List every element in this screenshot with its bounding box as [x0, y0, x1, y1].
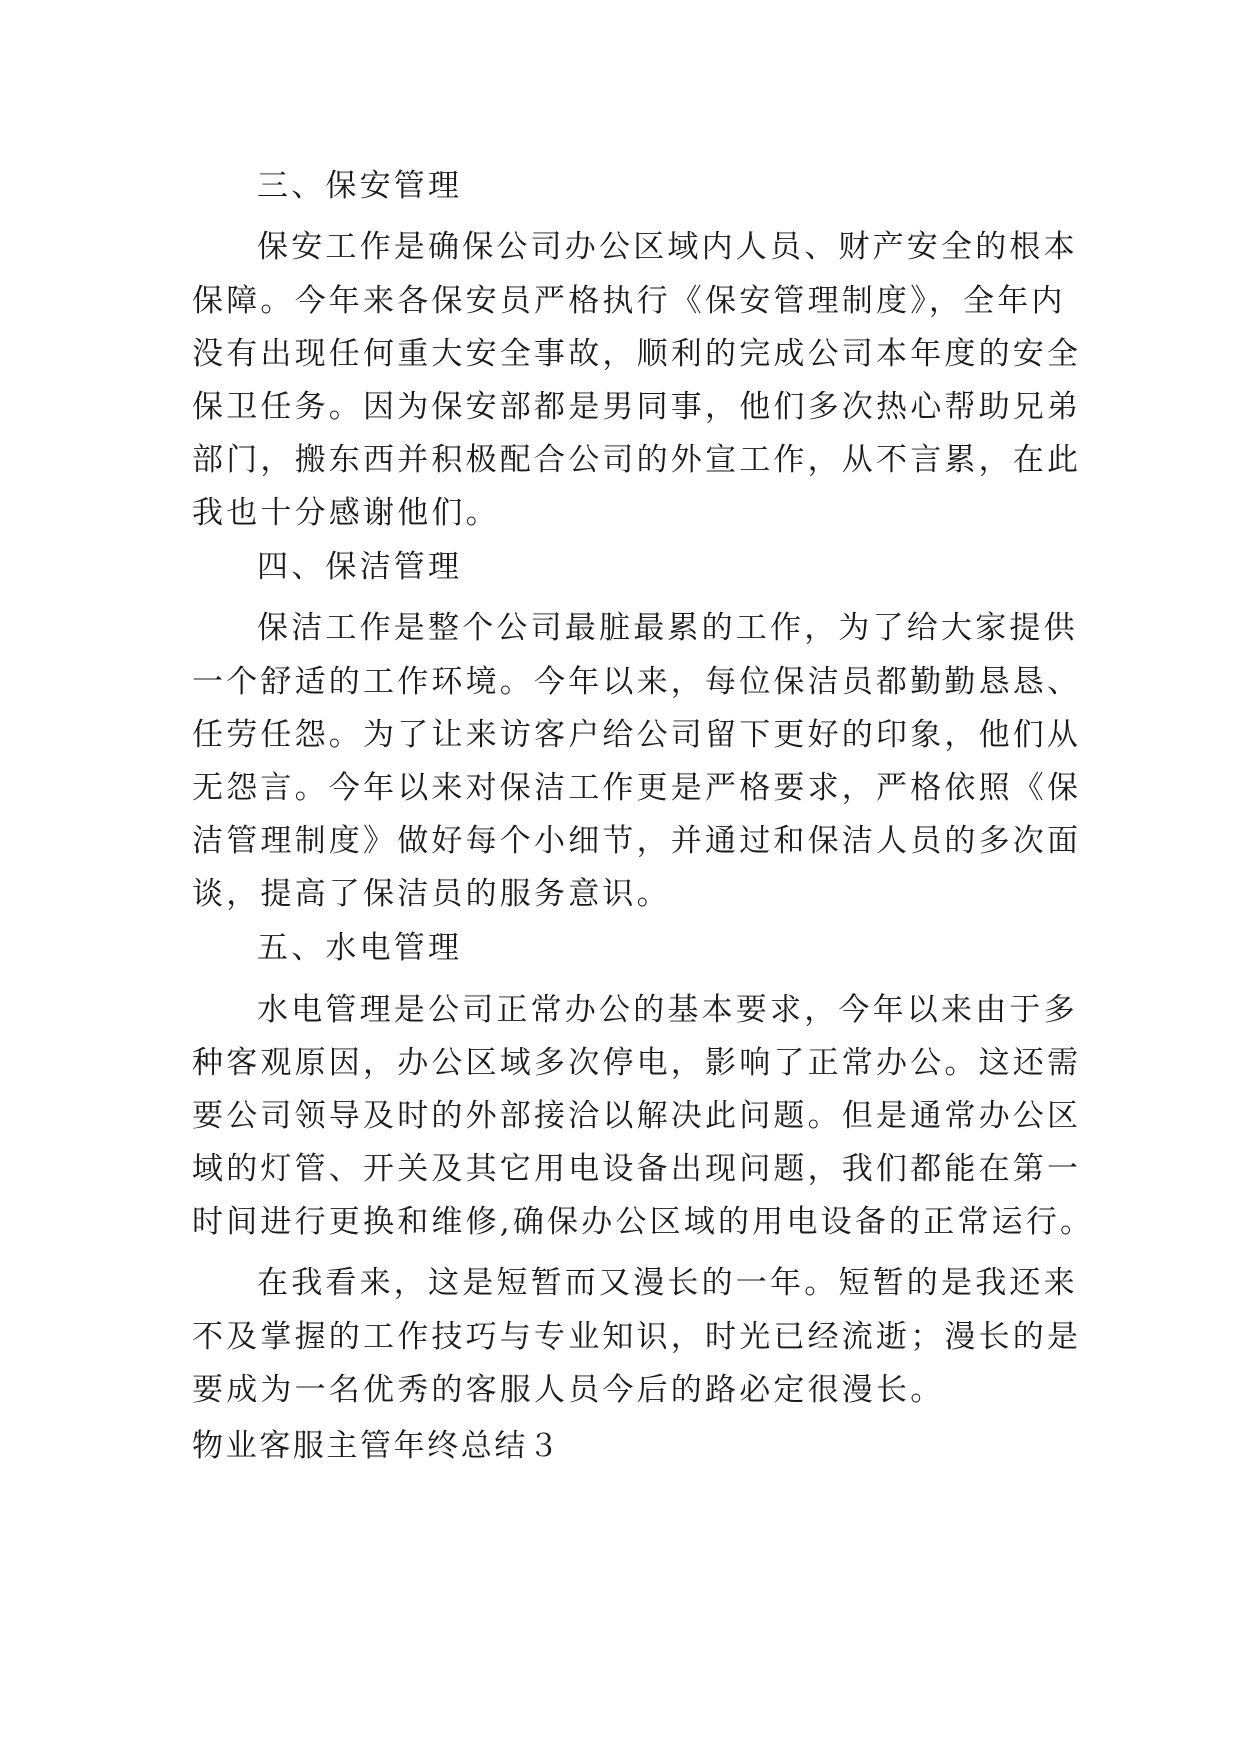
document-title: 物业客服主管年终总结３ — [192, 1428, 562, 1464]
paragraph-line: 保安工作是确保公司办公区域内人员、财产安全的根本 — [257, 229, 1078, 265]
paragraph-line: 时间进行更换和维修,确保办公区域的用电设备的正常运行。 — [192, 1204, 1095, 1240]
paragraph-line: 保洁工作是整个公司最脏最累的工作，为了给大家提供 — [257, 610, 1078, 646]
section-heading-utilities: 五、水电管理 — [257, 930, 463, 966]
paragraph-line: 任劳任怨。为了让来访客户给公司留下更好的印象，他们从 — [192, 717, 1082, 753]
paragraph-line: 无怨言。今年以来对保洁工作更是严格要求，严格依照《保 — [192, 770, 1082, 806]
paragraph-line: 保障。今年来各保安员严格执行《保安管理制度》，全年内 — [192, 283, 1066, 319]
paragraph-line: 保卫任务。因为保安部都是男同事，他们多次热心帮助兄弟 — [192, 389, 1082, 425]
section-heading-cleaning: 四、保洁管理 — [257, 549, 463, 585]
paragraph-line: 我也十分感谢他们。 — [192, 495, 500, 531]
paragraph-line: 谈，提高了保洁员的服务意识。 — [192, 876, 671, 912]
paragraph-line: 一个舒适的工作环境。今年以来，每位保洁员都勤勤恳恳、 — [192, 664, 1082, 700]
paragraph-line: 水电管理是公司正常办公的基本要求，今年以来由于多 — [257, 992, 1078, 1028]
paragraph-line: 种客观原因，办公区域多次停电，影响了正常办公。这还需 — [192, 1045, 1082, 1081]
paragraph-line: 在我看来，这是短暂而又漫长的一年。短暂的是我还来 — [257, 1265, 1078, 1301]
paragraph-line: 部门，搬东西并积极配合公司的外宣工作，从不言累，在此 — [192, 442, 1082, 478]
paragraph-line: 没有出现任何重大安全事故，顺利的完成公司本年度的安全 — [192, 336, 1082, 372]
paragraph-line: 要公司领导及时的外部接洽以解决此问题。但是通常办公区 — [192, 1098, 1082, 1134]
paragraph-line: 要成为一名优秀的客服人员今后的路必定很漫长。 — [192, 1372, 945, 1408]
paragraph-line: 不及掌握的工作技巧与专业知识，时光已经流逝；漫长的是 — [192, 1319, 1082, 1355]
section-heading-security: 三、保安管理 — [257, 168, 463, 204]
paragraph-line: 洁管理制度》做好每个小细节，并通过和保洁人员的多次面 — [192, 823, 1082, 859]
paragraph-line: 域的灯管、开关及其它用电设备出现问题，我们都能在第一 — [192, 1151, 1082, 1187]
